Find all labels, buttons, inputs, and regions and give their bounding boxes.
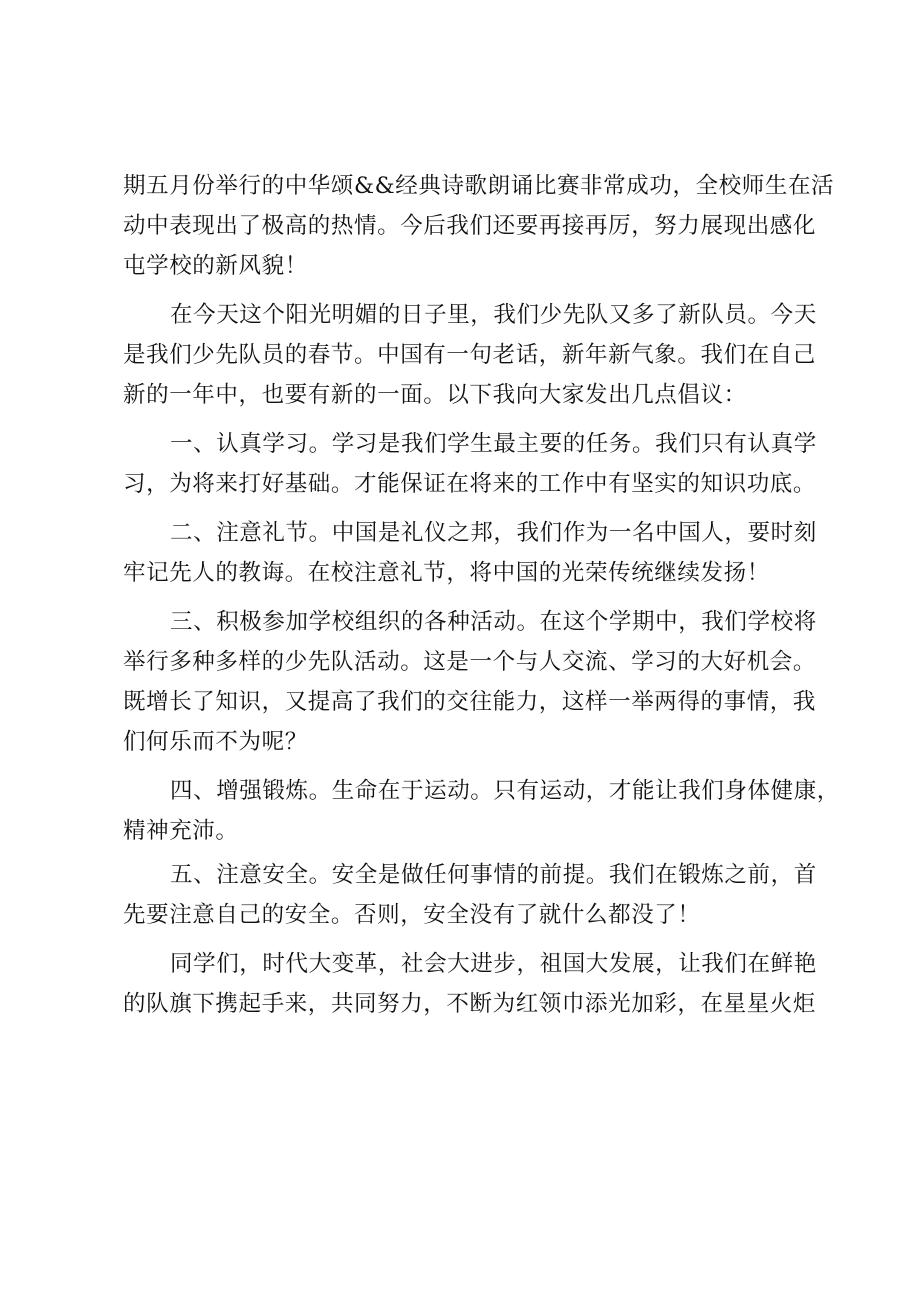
text-line: 牢记先人的教诲。在校注意礼节，将中国的光荣传统继续发扬！ — [123, 560, 770, 586]
document-body — [123, 166, 840, 1024]
text-line: 精神充沛。 — [123, 818, 239, 844]
text-line: 期五月份举行的中华颂&&经典诗歌朗诵比赛非常成功，全校师生在活 — [123, 173, 835, 199]
text-line: 动中表现出了极高的热情。今后我们还要再接再厉，努力展现出感化 — [123, 213, 817, 239]
text-line: 在今天这个阳光明媚的日子里，我们少先队又多了新队员。今天 — [170, 302, 817, 328]
paragraph — [123, 513, 823, 593]
text-line: 二、注意礼节。中国是礼仪之邦，我们作为一名中国人，要时刻 — [170, 520, 817, 546]
paragraph-spacer — [123, 504, 823, 513]
paragraph — [123, 295, 823, 415]
text-line: 屯学校的新风貌！ — [123, 253, 308, 279]
text-line: 举行多种多样的少先队活动。这是一个与人交流、学习的大好机会。 — [123, 649, 817, 675]
text-line: 的队旗下携起手来，共同努力，不断为红领巾添光加彩，在星星火炬 — [123, 991, 817, 1017]
text-line: 先要注意自己的安全。否则，安全没有了就什么都没了！ — [123, 902, 701, 928]
paragraph — [123, 855, 823, 935]
paragraph-spacer — [123, 593, 823, 602]
paragraph — [123, 602, 823, 762]
text-line: 同学们，时代大变革，社会大进步，祖国大发展，让我们在鲜艳 — [170, 951, 817, 977]
text-line: 一、认真学习。学习是我们学生最主要的任务。我们只有认真学 — [170, 431, 817, 457]
paragraph — [123, 771, 840, 851]
paragraph — [123, 944, 823, 1024]
text-line: 五、注意安全。安全是做任何事情的前提。我们在锻炼之前，首 — [170, 862, 817, 888]
text-line: 新的一年中，也要有新的一面。以下我向大家发出几点倡议： — [123, 382, 747, 408]
text-line: 三、积极参加学校组织的各种活动。在这个学期中，我们学校将 — [170, 609, 817, 635]
text-line: 四、增强锻炼。生命在于运动。只有运动，才能让我们身体健康， — [170, 778, 840, 804]
paragraph-spacer — [123, 286, 823, 295]
paragraph — [123, 166, 835, 286]
text-line: 既增长了知识，又提高了我们的交往能力，这样一举两得的事情，我 — [123, 689, 817, 715]
text-line: 习，为将来打好基础。才能保证在将来的工作中有坚实的知识功底。 — [123, 471, 817, 497]
paragraph-spacer — [123, 935, 823, 944]
paragraph — [123, 424, 823, 504]
paragraph-spacer — [123, 415, 823, 424]
text-line: 们何乐而不为呢？ — [123, 729, 308, 755]
paragraph-spacer — [123, 762, 823, 771]
text-line: 是我们少先队员的春节。中国有一句老话，新年新气象。我们在自己 — [123, 342, 817, 368]
